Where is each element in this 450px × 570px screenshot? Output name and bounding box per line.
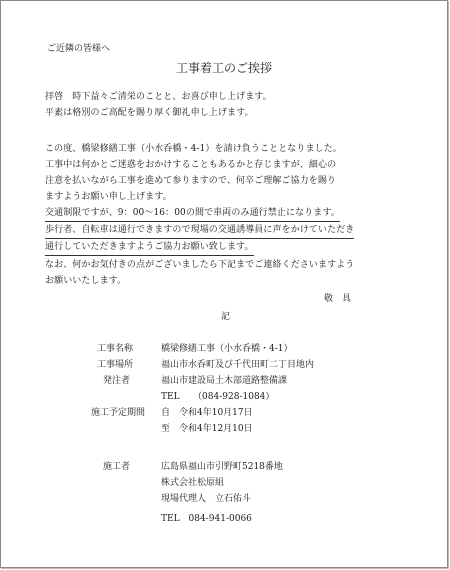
- closing-keigu: 敬 具: [324, 294, 352, 304]
- greeting-line-2: 平素は格別のご高配を賜り厚く御礼申し上げます。: [45, 108, 254, 118]
- label-orderer: 発注者: [103, 376, 131, 386]
- value-contractor-tel: TEL 084-941-0066: [161, 514, 252, 524]
- body-line-2: 工事中は何かとご迷惑をおかけすることもあるかと存じますが、細心の: [45, 160, 337, 170]
- closing-line-2: お願いいたします。: [45, 276, 127, 286]
- label-project-place: 工事場所: [97, 360, 134, 370]
- label-period: 施工予定期間: [91, 408, 146, 418]
- notice-line-2: 歩行者、自転車は通行できますので現場の交通誘導員に声をかけていただき: [45, 222, 354, 239]
- value-orderer-tel: TEL （084-928-1084）: [161, 392, 275, 402]
- value-contractor-company: 株式会社松原組: [161, 478, 225, 488]
- notice-line-3: 通行していただきますようご協力お願い致します。: [45, 239, 254, 256]
- body-line-4: ますようお願い申し上げます。: [45, 192, 172, 202]
- body-line-1: この度、橋梁修繕工事（小水呑橋・4-1）を請け負うこととなりました。: [45, 144, 342, 154]
- addressee: ご近隣の皆様へ: [47, 44, 111, 54]
- document-title: 工事着工のご挨拶: [175, 61, 272, 75]
- value-period-to: 至 令和4年12月10日: [161, 424, 253, 434]
- value-orderer: 福山市建設局土木部道路整備課: [161, 376, 288, 386]
- ki-heading: 記: [221, 312, 231, 322]
- closing-line-1: なお、何かお気付きの点がございましたら下記までご連絡くださいますよう: [45, 260, 355, 270]
- value-period-from: 自 令和4年10月17日: [161, 408, 253, 418]
- value-project-name: 橋梁修繕工事（小水呑橋・4-1）: [161, 344, 293, 354]
- value-contractor-address: 広島県福山市引野町5218番地: [161, 462, 283, 472]
- body-line-3: 注意を払いながら工事を進めて参りますので、何卒ご理解ご協力を賜り: [45, 176, 337, 186]
- value-project-place: 福山市水呑町及び千代田町二丁目地内: [161, 360, 315, 370]
- greeting-line-1: 拝啓 時下益々ご清栄のことと、お喜び申し上げます。: [45, 92, 272, 102]
- label-project-name: 工事名称: [97, 344, 134, 354]
- notice-line-1: 交通制限ですが、9：00～16：00の間で車両のみ通行禁止になります。: [45, 205, 340, 222]
- label-contractor: 施工者: [103, 462, 131, 472]
- value-contractor-agent: 現場代理人 立石佑斗: [161, 494, 252, 504]
